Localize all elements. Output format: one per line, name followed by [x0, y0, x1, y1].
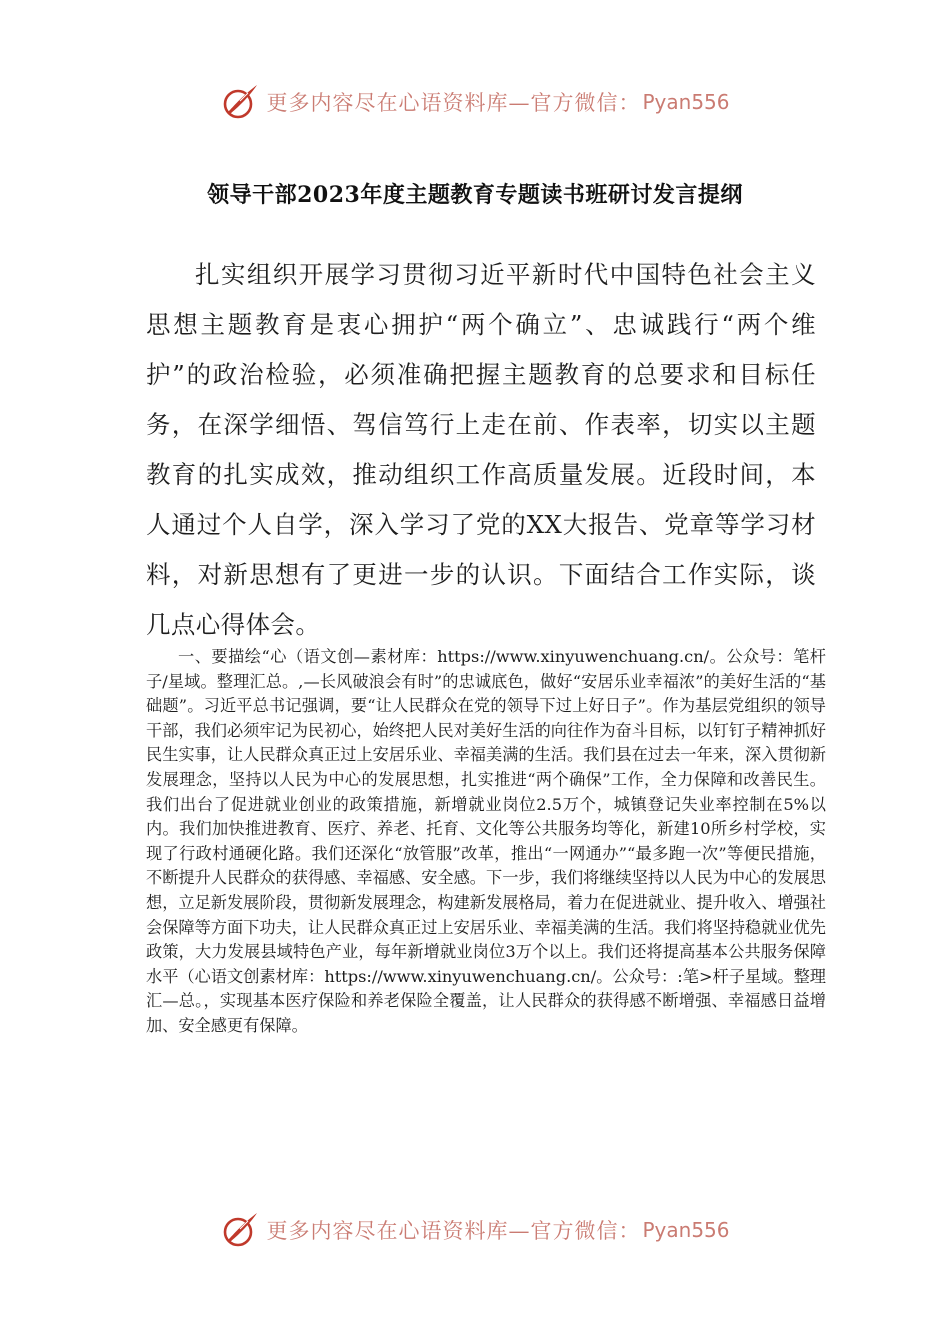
footer-watermark-banner	[0, 1205, 950, 1255]
banner-text: 更多内容尽在心语资料库—官方微信：	[266, 91, 641, 115]
banner-text: 更多内容尽在心语资料库—官方微信：	[266, 1219, 641, 1243]
intro-paragraph: 扎实组织开展学习贯彻习近平新时代中国特色社会主义思想主题教育是衷心拥护“两个确立”、忠诚践行“两个维护”的政治检验，必须准确把握主题教育的总要求和目标任务，在深学细悟、驾信笃行上走在前、作表率，切实以主题教育的扎实成效，推动组织工作高质量发展。近段时间，本人通过个人自学，深入学习了党的XX大报告、党章等学习材料，对新思想有了更进一步的认识。下面结合工作实际，谈几点心得体会。	[146, 260, 816, 639]
header-watermark-banner	[0, 77, 950, 127]
banner-wechat-id: Pyan556	[642, 1218, 730, 1242]
document-title: 领导干部2023年度主题教育专题读书班研讨发言提纲	[207, 182, 743, 208]
quill-pen-logo-icon	[220, 1210, 260, 1250]
banner-wechat-id: Pyan556	[642, 90, 730, 114]
quill-pen-logo-icon	[220, 82, 260, 122]
section-1-paragraph: 一、要描绘“心（语文创—素材库：https://www.xinyuwenchuang.cn/。公众号：笔杆子/星域。整理汇总。,—长风破浪会有时”的忠诚底色，做好“安居乐业幸福浓”的美好生活的“基础题”。习近平总书记强调，要“让人民群众在党的领导下过上好日子”。作为基层党组织的领导干部，我们必须牢记为民初心，始终把人民对美好生活的向往作为奋斗目标，以钉钉子精神抓好民生实事，让人民群众真正过上安居乐业、幸福美满的生活。我们县在过去一年来，深入贯彻新发展理念，坚持以人民为中心的发展思想，扎实推进“两个确保”工作，全力保障和改善民生。我们出台了促进就业创业的政策措施，新增就业岗位2.5万个，城镇登记失业率控制在5%以内。我们加快推进教育、医疗、养老、托育、文化等公共服务均等化，新建10所乡村学校，实现了行政村通硬化路。我们还深化“放管服”改革，推出“一网通办”“最多跑一次”等便民措施，不断提升人民群众的获得感、幸福感、安全感。下一步，我们将继续坚持以人民为中心的发展思想，立足新发展阶段，贯彻新发展理念，构建新发展格局，着力在促进就业、提升收入、增强社会保障等方面下功夫，让人民群众真正过上安居乐业、幸福美满的生活。我们将坚持稳就业优先政策，大力发展县域特色产业，每年新增就业岗位3万个以上。我们还将提高基本公共服务保障水平（心语文创素材库：https://www.xinyuwenchuang.cn/。公众号：:笔>杆子星域。整理汇—总。，实现基本医疗保险和养老保险全覆盖，让人民群众的获得感不断增强、幸福感日益增加、安全感更有保障。	[146, 647, 826, 1035]
